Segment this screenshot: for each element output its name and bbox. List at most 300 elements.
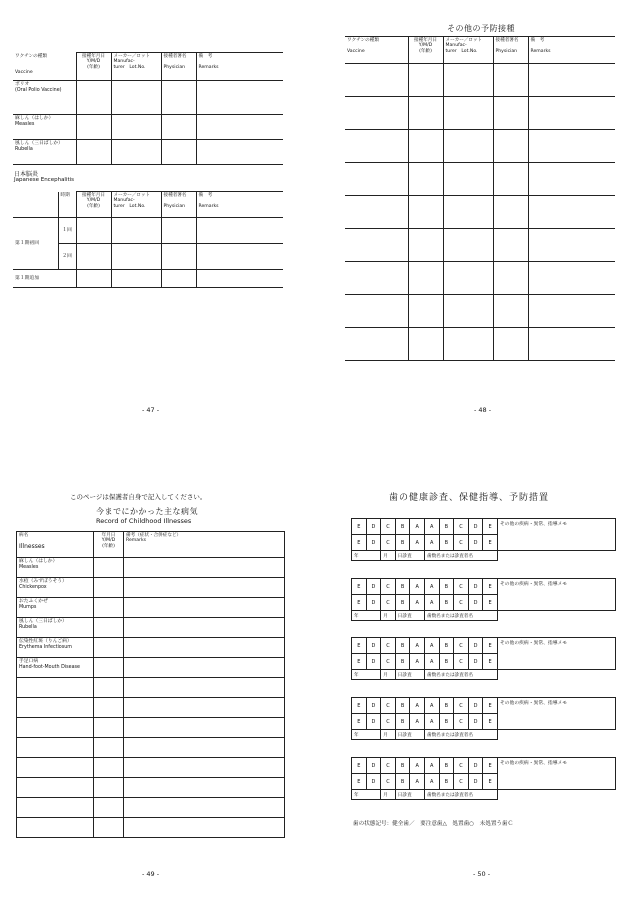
vaccine-cell[interactable] [345, 229, 408, 262]
remarks-cell[interactable] [528, 196, 615, 229]
je-header-date-en: Y/M/D [86, 198, 101, 204]
remarks-cell[interactable] [528, 97, 615, 130]
header-illness-en: Illnesses [19, 542, 45, 550]
footer-month: 月 [381, 670, 396, 680]
date-cell[interactable] [94, 818, 124, 838]
tooth-cell[interactable]: C [454, 654, 469, 670]
tooth-cell[interactable]: A [410, 758, 425, 774]
remarks-cell[interactable] [124, 738, 285, 758]
tooth-cell[interactable]: A [410, 714, 425, 730]
je-header-maker-en2: turer [113, 203, 125, 209]
table-row [13, 140, 283, 165]
tooth-cell[interactable]: E [483, 654, 498, 670]
tooth-cell[interactable]: B [395, 654, 410, 670]
table-row [345, 163, 615, 196]
tooth-cell[interactable]: E [352, 519, 367, 535]
memo-cell[interactable]: その他の疾病・異常、指導メモ [497, 579, 615, 611]
remarks-cell[interactable] [528, 130, 615, 163]
remarks-cell[interactable] [124, 758, 285, 778]
upper-teeth-row [352, 519, 616, 535]
tooth-cell[interactable]: D [468, 579, 483, 595]
tooth-cell[interactable]: A [424, 774, 439, 790]
vaccine-cell[interactable] [345, 328, 408, 361]
footer-month: 月 [381, 730, 396, 740]
header-date: 年月日 [101, 533, 116, 538]
tooth-cell[interactable]: C [381, 698, 396, 714]
footer-sign: 歯数名または診査者名 [424, 730, 497, 740]
tooth-cell[interactable]: A [410, 638, 425, 654]
je-header-remarks: 備 考 [198, 193, 213, 198]
table-header [345, 37, 615, 64]
tooth-cell[interactable]: D [468, 714, 483, 730]
illness-cell[interactable] [17, 818, 94, 838]
tooth-cell[interactable]: D [468, 519, 483, 535]
header-maker-en2: turer [113, 64, 125, 70]
remarks-cell[interactable] [528, 295, 615, 328]
date-cell[interactable] [94, 798, 124, 818]
page-47 [0, 0, 315, 458]
vaccine-cell[interactable] [345, 97, 408, 130]
tooth-cell[interactable]: B [439, 579, 454, 595]
illness-table [16, 531, 285, 838]
illness-cell[interactable] [17, 718, 94, 738]
maker-cell[interactable] [443, 229, 493, 262]
tooth-cell[interactable]: D [468, 654, 483, 670]
tooth-cell[interactable]: A [424, 595, 439, 611]
tooth-cell[interactable]: C [381, 654, 396, 670]
table-row [17, 578, 285, 598]
tooth-cell[interactable]: B [395, 758, 410, 774]
tooth-cell[interactable]: B [439, 654, 454, 670]
tooth-cell[interactable]: E [352, 698, 367, 714]
table-row [13, 218, 283, 244]
remarks-cell[interactable] [124, 718, 285, 738]
header-date-en: Y/M/D [86, 59, 101, 65]
tooth-cell[interactable]: B [439, 535, 454, 551]
remarks-cell[interactable] [124, 778, 285, 798]
remarks-cell[interactable] [196, 244, 283, 270]
tooth-cell[interactable]: C [381, 579, 396, 595]
remarks-cell[interactable] [124, 678, 285, 698]
tooth-cell[interactable]: A [424, 519, 439, 535]
tooth-cell[interactable]: C [454, 595, 469, 611]
tooth-cell[interactable]: E [483, 595, 498, 611]
table-row [17, 558, 285, 578]
tooth-cell[interactable]: C [381, 519, 396, 535]
page-50 [315, 458, 630, 916]
physician-cell[interactable] [493, 97, 528, 130]
tooth-cell[interactable]: A [410, 774, 425, 790]
tooth-cell[interactable]: E [483, 698, 498, 714]
memo-cell[interactable]: その他の疾病・異常、指導メモ [497, 638, 615, 670]
footer-day: 日診査 [395, 790, 424, 800]
footer-sign: 歯数名または診査者名 [424, 551, 497, 561]
tooth-cell[interactable]: E [352, 638, 367, 654]
tooth-cell[interactable]: C [454, 535, 469, 551]
tooth-cell[interactable]: B [439, 714, 454, 730]
illness-name-en: Erythema Infectiosum [19, 644, 72, 650]
tooth-cell[interactable]: A [410, 579, 425, 595]
tooth-cell[interactable]: C [381, 774, 396, 790]
table-row [345, 295, 615, 328]
tooth-cell[interactable]: E [352, 654, 367, 670]
memo-cell[interactable]: その他の疾病・異常、指導メモ [497, 758, 615, 790]
header-remarks: 備考（症状・合併症など） [126, 533, 182, 538]
maker-cell[interactable] [111, 218, 161, 244]
date-cell[interactable] [76, 140, 111, 165]
physician-cell[interactable] [161, 140, 196, 165]
dental-record-block [351, 637, 616, 680]
date-cell[interactable] [408, 163, 443, 196]
physician-cell[interactable] [161, 244, 196, 270]
vaccine-cell[interactable] [345, 130, 408, 163]
tooth-cell[interactable]: E [483, 535, 498, 551]
maker-cell[interactable] [111, 115, 161, 140]
illness-name-en: Mumps [19, 604, 37, 610]
illness-cell[interactable] [17, 698, 94, 718]
illness-cell[interactable] [17, 758, 94, 778]
remarks-cell[interactable] [124, 698, 285, 718]
vaccine-cell[interactable] [345, 295, 408, 328]
tooth-cell[interactable]: B [439, 638, 454, 654]
maker-cell[interactable] [443, 163, 493, 196]
tooth-cell[interactable]: D [468, 758, 483, 774]
vaccine-name-en: Measles [15, 121, 35, 127]
header-remarks: 備 考 [530, 38, 545, 43]
tooth-cell[interactable]: B [395, 774, 410, 790]
table-header [13, 53, 283, 81]
tooth-cell[interactable]: B [395, 714, 410, 730]
tooth-cell[interactable]: C [454, 638, 469, 654]
footer-year: 年 [352, 670, 381, 680]
vaccine-name: 風しん（三日ばしか） [15, 141, 63, 146]
date-cell[interactable] [94, 638, 124, 658]
vaccine-name-en: Rubella [15, 146, 33, 152]
tooth-cell[interactable]: E [483, 774, 498, 790]
remarks-cell[interactable] [528, 64, 615, 97]
maker-cell[interactable] [111, 270, 161, 288]
remarks-cell[interactable] [528, 328, 615, 361]
footer-year: 年 [352, 730, 381, 740]
tooth-cell[interactable]: E [483, 758, 498, 774]
maker-cell[interactable] [111, 81, 161, 115]
tooth-cell[interactable]: A [410, 535, 425, 551]
remarks-cell[interactable] [124, 558, 285, 578]
date-cell[interactable] [94, 698, 124, 718]
tooth-cell[interactable]: B [439, 698, 454, 714]
physician-cell[interactable] [493, 295, 528, 328]
physician-cell[interactable] [161, 115, 196, 140]
page-title: 歯の健康診査、保健指導、予防措置 [389, 493, 550, 503]
footer-blank [497, 790, 615, 800]
tooth-cell[interactable]: B [395, 638, 410, 654]
tooth-cell[interactable]: C [454, 579, 469, 595]
table-row [17, 758, 285, 778]
maker-cell[interactable] [443, 328, 493, 361]
tooth-cell[interactable]: D [366, 698, 381, 714]
header-date-en: Y/M/D [101, 538, 116, 544]
date-cell[interactable] [408, 97, 443, 130]
tooth-cell[interactable]: A [410, 519, 425, 535]
remarks-cell[interactable] [124, 578, 285, 598]
illness-name: 水痘（みずぼうそう） [19, 579, 67, 584]
maker-cell[interactable] [443, 262, 493, 295]
header-date: 接種年月日 [82, 54, 105, 59]
je-dose2: ２回 [58, 244, 76, 270]
date-cell[interactable] [76, 218, 111, 244]
tooth-cell[interactable]: C [454, 714, 469, 730]
date-cell[interactable] [76, 115, 111, 140]
header-date-era: (年齢) [419, 48, 432, 54]
footer-year: 年 [352, 790, 381, 800]
remarks-cell[interactable] [124, 618, 285, 638]
tooth-cell[interactable]: A [424, 758, 439, 774]
remarks-cell[interactable] [124, 658, 285, 678]
footer-month: 月 [381, 551, 396, 561]
remarks-cell[interactable] [196, 218, 283, 244]
date-cell[interactable] [408, 262, 443, 295]
tooth-cell[interactable]: B [395, 535, 410, 551]
je-table [13, 191, 283, 288]
tooth-cell[interactable]: C [454, 774, 469, 790]
physician-cell[interactable] [493, 229, 528, 262]
date-cell[interactable] [408, 196, 443, 229]
tooth-cell[interactable]: D [366, 758, 381, 774]
date-cell[interactable] [94, 598, 124, 618]
physician-cell[interactable] [493, 130, 528, 163]
exam-footer-row [352, 670, 616, 680]
remarks-cell[interactable] [196, 115, 283, 140]
vaccine-cell[interactable] [345, 163, 408, 196]
illness-cell[interactable] [17, 678, 94, 698]
tooth-cell[interactable]: C [381, 638, 396, 654]
tooth-cell[interactable]: E [352, 579, 367, 595]
remarks-cell[interactable] [124, 818, 285, 838]
je-header-maker-en: Manufac- [113, 198, 135, 204]
date-cell[interactable] [76, 244, 111, 270]
tooth-cell[interactable]: E [483, 714, 498, 730]
maker-cell[interactable] [443, 196, 493, 229]
tooth-cell[interactable]: B [439, 758, 454, 774]
tooth-cell[interactable]: C [381, 714, 396, 730]
vaccine-name: ポリオ [15, 82, 30, 87]
tooth-cell[interactable]: D [468, 774, 483, 790]
date-cell[interactable] [408, 295, 443, 328]
footer-blank [497, 611, 615, 621]
dental-record-block [351, 757, 616, 800]
tooth-cell[interactable]: A [410, 595, 425, 611]
tooth-cell[interactable]: C [454, 519, 469, 535]
illness-name-en: Hand-foot-Mouth Disease [19, 664, 80, 670]
tooth-cell[interactable]: A [424, 654, 439, 670]
remarks-cell[interactable] [528, 163, 615, 196]
illness-name: おたふくかぜ [19, 599, 48, 604]
exam-footer-row [352, 730, 616, 740]
header-maker-en: Manufac- [445, 43, 467, 49]
tooth-cell[interactable]: A [424, 535, 439, 551]
illness-cell[interactable] [17, 798, 94, 818]
tooth-cell[interactable]: A [410, 698, 425, 714]
memo-cell[interactable]: その他の疾病・異常、指導メモ [497, 519, 615, 551]
dental-record-block [351, 578, 616, 621]
physician-cell[interactable] [161, 218, 196, 244]
header-maker: メーカー／ロット [113, 54, 151, 59]
footer-month: 月 [381, 790, 396, 800]
maker-cell[interactable] [443, 64, 493, 97]
date-cell[interactable] [94, 658, 124, 678]
physician-cell[interactable] [493, 163, 528, 196]
remarks-cell[interactable] [528, 229, 615, 262]
vaccine-cell[interactable] [345, 196, 408, 229]
tooth-cell[interactable]: C [381, 595, 396, 611]
date-cell[interactable] [94, 738, 124, 758]
remarks-cell[interactable] [124, 638, 285, 658]
date-cell[interactable] [94, 618, 124, 638]
header-physician-en: Physician [495, 48, 518, 54]
footer-day: 日診査 [395, 670, 424, 680]
physician-cell[interactable] [493, 262, 528, 295]
date-cell[interactable] [94, 678, 124, 698]
tooth-cell[interactable]: E [352, 758, 367, 774]
tooth-cell[interactable]: E [483, 519, 498, 535]
remarks-cell[interactable] [196, 81, 283, 115]
tooth-cell[interactable]: D [366, 654, 381, 670]
tooth-cell[interactable]: E [483, 579, 498, 595]
footer-blank [497, 730, 615, 740]
date-cell[interactable] [94, 718, 124, 738]
vaccine-cell[interactable] [345, 262, 408, 295]
je-first-period: 第１期初回 [13, 218, 58, 270]
table-row [345, 64, 615, 97]
date-cell[interactable] [94, 778, 124, 798]
header-date-era: (年齢) [102, 543, 115, 549]
footer-sign: 歯数名または診査者名 [424, 790, 497, 800]
dental-record-block [351, 518, 616, 561]
dental-record-block [351, 697, 616, 740]
tooth-cell[interactable]: E [483, 638, 498, 654]
vaccine-cell[interactable] [345, 64, 408, 97]
footer-sign: 歯数名または診査者名 [424, 611, 497, 621]
date-cell[interactable] [76, 270, 111, 288]
je-header-maker: メーカー／ロット [113, 193, 151, 198]
tooth-cell[interactable]: B [439, 595, 454, 611]
date-cell[interactable] [94, 578, 124, 598]
header-physician: 接種者署名 [495, 38, 519, 43]
illness-name-en: Chickenpox [19, 584, 47, 590]
header-vaccine-en: Vaccine [15, 69, 33, 75]
table-row [345, 229, 615, 262]
physician-cell[interactable] [493, 196, 528, 229]
tooth-cell[interactable]: C [381, 758, 396, 774]
tooth-cell[interactable]: D [366, 714, 381, 730]
date-cell[interactable] [94, 558, 124, 578]
tooth-cell[interactable]: C [454, 698, 469, 714]
remarks-cell[interactable] [528, 262, 615, 295]
maker-cell[interactable] [443, 97, 493, 130]
table-row [17, 738, 285, 758]
table-row [17, 658, 285, 678]
illness-cell[interactable] [17, 778, 94, 798]
table-row [17, 618, 285, 638]
footer-day: 日診査 [395, 551, 424, 561]
maker-cell[interactable] [111, 140, 161, 165]
physician-cell[interactable] [493, 64, 528, 97]
tooth-cell[interactable]: B [395, 698, 410, 714]
page-48 [315, 0, 630, 458]
footer-year: 年 [352, 611, 381, 621]
tooth-cell[interactable]: B [439, 774, 454, 790]
tooth-cell[interactable]: B [395, 579, 410, 595]
maker-cell[interactable] [443, 130, 493, 163]
tooth-cell[interactable]: B [439, 519, 454, 535]
table-row [17, 778, 285, 798]
tooth-cell[interactable]: C [381, 535, 396, 551]
memo-cell[interactable]: その他の疾病・異常、指導メモ [497, 698, 615, 730]
tooth-cell[interactable]: D [468, 638, 483, 654]
exam-footer-row [352, 790, 616, 800]
tooth-cell[interactable]: D [366, 579, 381, 595]
maker-cell[interactable] [111, 244, 161, 270]
page-49 [0, 458, 315, 916]
tooth-cell[interactable]: D [468, 535, 483, 551]
remarks-cell[interactable] [124, 798, 285, 818]
tooth-cell[interactable]: E [352, 774, 367, 790]
tooth-cell[interactable]: A [424, 714, 439, 730]
physician-cell[interactable] [161, 81, 196, 115]
tooth-cell[interactable]: D [468, 595, 483, 611]
tooth-cell[interactable]: D [366, 535, 381, 551]
tooth-cell[interactable]: D [366, 519, 381, 535]
remarks-cell[interactable] [196, 270, 283, 288]
page-title: 今までにかかった主な病気 [96, 507, 198, 516]
header-remarks-en: Remarks [198, 64, 219, 70]
date-cell[interactable] [408, 64, 443, 97]
tooth-cell[interactable]: E [352, 714, 367, 730]
physician-cell[interactable] [161, 270, 196, 288]
remarks-cell[interactable] [196, 140, 283, 165]
page-number: - 49 - [142, 870, 160, 878]
date-cell[interactable] [94, 758, 124, 778]
physician-cell[interactable] [493, 328, 528, 361]
illness-cell[interactable] [17, 738, 94, 758]
date-cell[interactable] [408, 229, 443, 262]
tooth-cell[interactable]: D [366, 638, 381, 654]
tooth-cell[interactable]: A [424, 638, 439, 654]
tooth-cell[interactable]: A [410, 654, 425, 670]
header-date-era: (年齢) [87, 64, 100, 70]
footer-year: 年 [352, 551, 381, 561]
header-illness: 病名 [19, 533, 29, 538]
tooth-cell[interactable]: D [468, 698, 483, 714]
footer-sign: 歯数名または診査者名 [424, 670, 497, 680]
tooth-cell[interactable]: B [395, 519, 410, 535]
tooth-cell[interactable]: B [395, 595, 410, 611]
tooth-cell[interactable]: D [366, 595, 381, 611]
date-cell[interactable] [408, 130, 443, 163]
date-cell[interactable] [408, 328, 443, 361]
exam-footer-row [352, 611, 616, 621]
maker-cell[interactable] [443, 295, 493, 328]
remarks-cell[interactable] [124, 598, 285, 618]
tooth-cell[interactable]: C [454, 758, 469, 774]
date-cell[interactable] [76, 81, 111, 115]
illness-name: 手足口病 [19, 659, 39, 664]
tooth-cell[interactable]: E [352, 535, 367, 551]
tooth-cell[interactable]: A [424, 579, 439, 595]
tooth-cell[interactable]: A [424, 698, 439, 714]
tooth-cell[interactable]: E [352, 595, 367, 611]
tooth-cell[interactable]: D [366, 774, 381, 790]
